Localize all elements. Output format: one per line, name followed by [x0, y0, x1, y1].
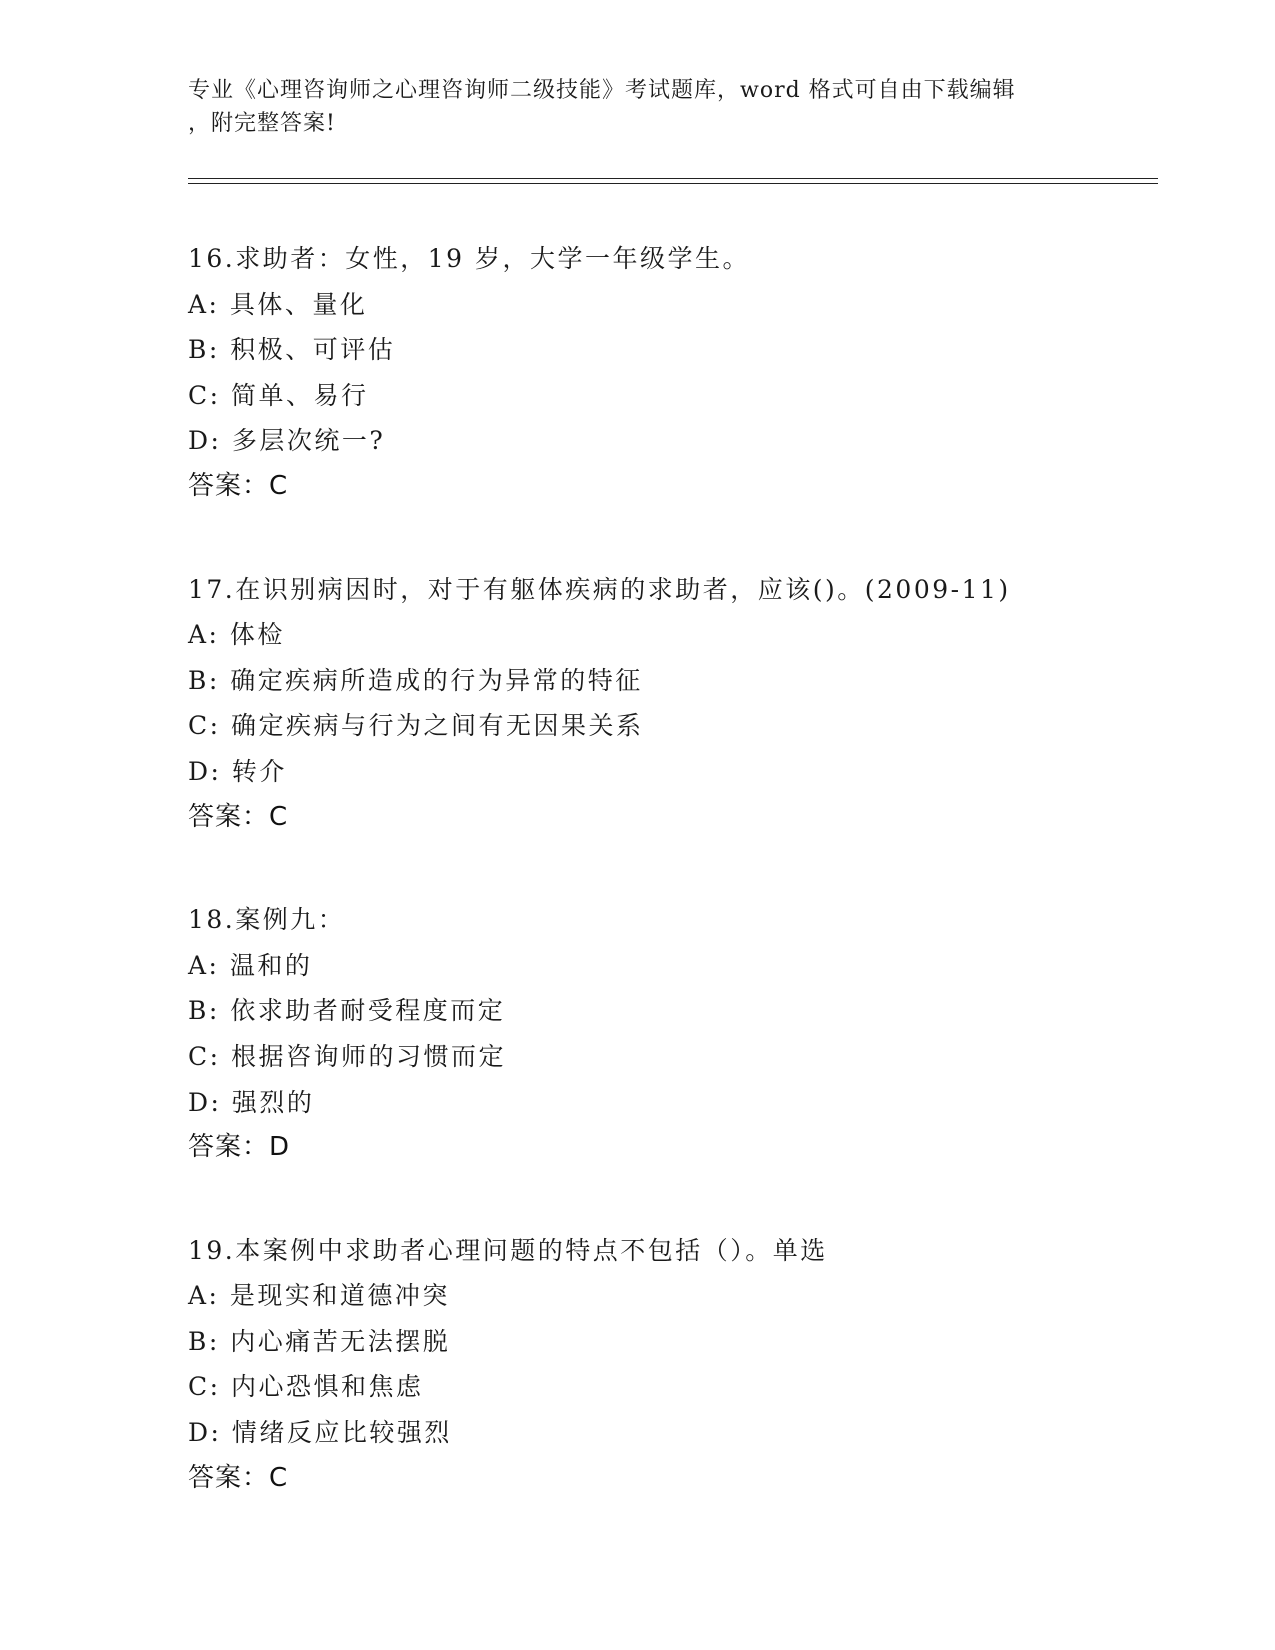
answer-label: 答案：C	[188, 1462, 289, 1493]
option-a: A: 是现实和道德冲突	[188, 1281, 450, 1311]
header-divider-bottom	[188, 183, 1158, 184]
header-line-2: ，附完整答案!	[188, 111, 336, 136]
option-d: D: 转介	[188, 756, 287, 786]
question-stem: 18.案例九：	[188, 905, 346, 935]
option-d: D: 多层次统一?	[188, 426, 386, 456]
question-stem: 16.求助者：女性，19 岁，大学一年级学生。	[188, 244, 751, 273]
option-a: A: 温和的	[188, 950, 313, 980]
option-d: D: 强烈的	[188, 1087, 315, 1117]
header-divider-top	[188, 178, 1158, 179]
option-b: B: 内心痛苦无法摆脱	[188, 1326, 451, 1356]
option-a: A: 具体、量化	[188, 289, 368, 319]
option-c: C: 简单、易行	[188, 380, 369, 410]
question-16	[188, 236, 1168, 510]
option-d: D: 情绪反应比较强烈	[188, 1418, 452, 1448]
option-c: C: 内心恐惧和焦虑	[188, 1372, 424, 1402]
answer-label: 答案：C	[188, 801, 289, 832]
question-19	[188, 1228, 1168, 1502]
option-c: C: 确定疾病与行为之间有无因果关系	[188, 711, 644, 741]
answer-label: 答案：C	[188, 470, 289, 501]
option-c: C: 根据咨询师的习惯而定	[188, 1041, 506, 1071]
question-18	[188, 897, 1168, 1171]
question-stem: 19.本案例中求助者心理问题的特点不包括（）。单选	[188, 1235, 828, 1265]
header-line-1: 专业《心理咨询师之心理咨询师二级技能》考试题库，word 格式可自由下载编辑	[188, 78, 1016, 103]
option-b: B: 积极、可评估	[188, 335, 396, 365]
option-b: B: 依求助者耐受程度而定	[188, 996, 506, 1026]
answer-label: 答案：D	[188, 1132, 291, 1163]
document-header	[188, 74, 1088, 140]
question-17	[188, 567, 1168, 841]
option-a: A: 体检	[188, 620, 285, 650]
option-b: B: 确定疾病所造成的行为异常的特征	[188, 665, 643, 695]
question-stem: 17.在识别病因时，对于有躯体疾病的求助者，应该()。(2009-11)	[188, 574, 1011, 604]
question-list	[188, 236, 1168, 1558]
